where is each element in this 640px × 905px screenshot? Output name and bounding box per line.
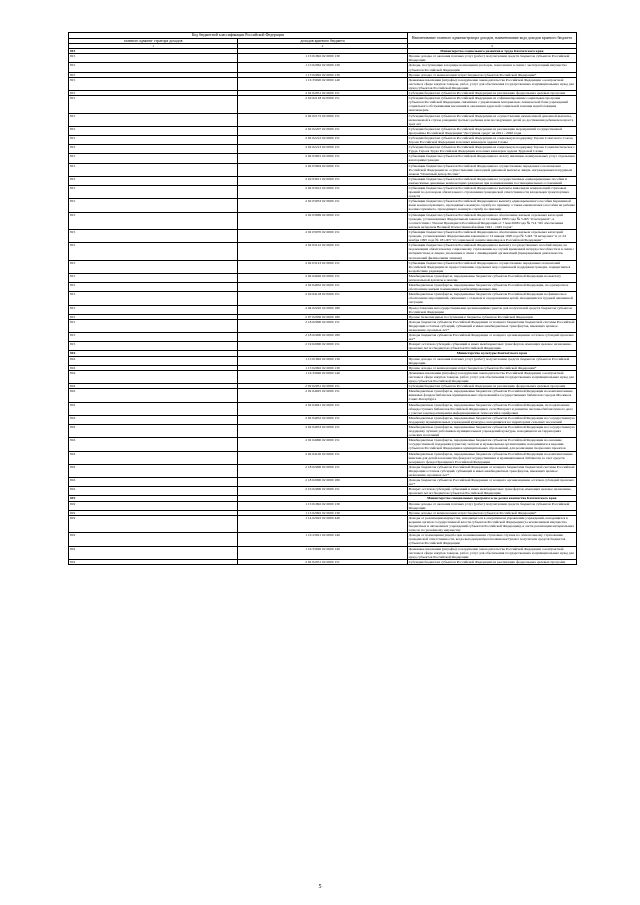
revenue-code-cell: 2 02 04090 02 0000 151 bbox=[238, 438, 407, 451]
revenue-code-cell: 2 02 03004 02 0000 151 bbox=[238, 163, 407, 176]
revenue-code-cell: 2 02 03011 02 0000 151 bbox=[238, 176, 407, 185]
name-cell: Доходы от возмещения ущерба при возникновении страховых случаев по обязательному страхованию гражданской ответственности, когда выгодоприобретателями выступают получатели средств бюджетов субъектов Российской Федерации bbox=[407, 533, 576, 546]
name-cell: Министерство социального развития и труда Камчатского края bbox=[407, 49, 576, 54]
name-cell: Прочие доходы от компенсации затрат бюджетов субъектов Российской Федерации* bbox=[407, 365, 576, 370]
table-row bbox=[69, 487, 577, 496]
table-row bbox=[69, 154, 577, 163]
table-row bbox=[69, 356, 577, 365]
revenue-code-cell: 2 02 04025 02 0000 151 bbox=[238, 389, 407, 402]
table-row bbox=[69, 63, 577, 72]
admin-code-cell: 815 bbox=[69, 135, 238, 144]
admin-code-cell: 819 bbox=[69, 515, 238, 532]
revenue-code-cell: 2 02 02172 02 0000 151 bbox=[238, 113, 407, 126]
name-cell: Денежные взыскания (штрафы) за нарушение законодательства Российской Федерации о контрактной системе в сфере закупок товаров, работ, услуг для обеспечения государственных и муниципальных нужд для нужд субъектов Российской Федерации bbox=[407, 370, 576, 383]
revenue-code-cell: 1 16 33020 02 0000 140 bbox=[238, 77, 407, 90]
name-cell: Субвенции бюджетам субъектов Российской Федерации на осуществление переданного полномочия Российской Федерации по осуществлению ежегодной денежной выплаты лицам, награжденным нагрудным знаком "Почетный донор России" bbox=[407, 163, 576, 176]
name-cell: Прочие доходы от оказания платных услуг (работ) получателями средств бюджетов субъектов Российской Федерации bbox=[407, 501, 576, 510]
revenue-code-cell: 2 04 02010 02 0000 180 bbox=[238, 305, 407, 314]
table-row bbox=[69, 402, 577, 415]
header-name: Наименование главного администратора доходов, наименование кода доходов краевого бюджета bbox=[407, 33, 576, 44]
admin-code-cell: 815 bbox=[69, 163, 238, 176]
table-row bbox=[69, 243, 577, 260]
revenue-code-cell: 2 02 04032 02 0000 151 bbox=[238, 283, 407, 292]
name-cell: Министерство специальных программ и по делам казачества Камчатского края bbox=[407, 496, 576, 501]
table-row bbox=[69, 126, 577, 135]
header-revenue-code: доходов краевого бюджета bbox=[238, 38, 407, 44]
name-cell: Денежные взыскания (штрафы) за нарушение законодательства Российской Федерации о контрактной системе в сфере закупок товаров, работ, услуг для обеспечения государственных и муниципальных нужд для нужд субъектов Российской Федерации bbox=[407, 77, 576, 90]
admin-code-cell: 815 bbox=[69, 305, 238, 314]
table-row bbox=[69, 273, 577, 282]
table-row bbox=[69, 415, 577, 424]
admin-code-cell: 816 bbox=[69, 478, 238, 487]
name-cell: Субвенции бюджетам субъектов Российской Федерации на осуществление переданных полномочий Российской Федерации по предоставлению отдельных мер социальной поддержки граждан, подвергшихся воздействию радиации bbox=[407, 260, 576, 273]
table-row bbox=[69, 370, 577, 383]
revenue-code-cell: 2 18 02000 02 0000 151 bbox=[238, 319, 407, 332]
revenue-code-cell: 2 02 02207 02 0000 151 bbox=[238, 126, 407, 135]
name-cell: Субвенции бюджетам субъектов Российской Федерации на выплату единовременного пособия беременной жене военнослужащего, проходящего военную службу по призыву, а также ежемесячного пособия на ребенка военнослужащего, проходящего военную службу по призыву bbox=[408, 199, 575, 212]
table-row bbox=[69, 559, 577, 564]
revenue-code-cell: 2 02 02212 02 0000 151 bbox=[238, 135, 407, 144]
document-page bbox=[68, 32, 577, 565]
admin-code-cell: 816 bbox=[69, 415, 238, 424]
name-cell: Возврат остатков субсидий, субвенций и иных межбюджетных трансфертов, имеющих целевое назначение, прошлых лет из бюджетов субъектов Российской Федерации bbox=[407, 342, 576, 351]
admin-code-cell: 816 bbox=[69, 384, 238, 389]
revenue-codes-table bbox=[68, 32, 577, 565]
admin-code-cell: 815 bbox=[69, 113, 238, 126]
revenue-code-cell: 2 02 04026 02 0000 151 bbox=[238, 273, 407, 282]
admin-code-cell: 815 bbox=[69, 260, 238, 273]
admin-code-cell: 815 bbox=[69, 63, 238, 72]
name-cell: Прочие доходы от компенсации затрат бюджетов субъектов Российской Федерации* bbox=[407, 510, 576, 515]
name-cell: Субсидии бюджетам субъектов Российской Федерации на софинансирование социальных программ субъектов Российской Федерации, связанных с укреплением материально-технической базы учреждений социального обслуживания населения и оказанием адресной социальной помощи неработающим пенсионерам bbox=[407, 96, 576, 113]
admin-code-cell: 815 bbox=[69, 342, 238, 351]
table-row bbox=[69, 319, 577, 332]
column-number: 2 bbox=[238, 44, 407, 49]
table-row bbox=[69, 546, 577, 559]
name-cell: Доходы бюджетов субъектов Российской Федерации от возврата организациями остатков субсидий прошлых лет* bbox=[407, 333, 576, 342]
table-row bbox=[69, 501, 577, 510]
admin-code-cell: 819 bbox=[69, 533, 238, 546]
revenue-code-cell: 1 13 02992 02 0000 130 bbox=[238, 365, 407, 370]
table-row bbox=[69, 113, 577, 126]
revenue-code-cell: 2 18 02000 02 0000 180 bbox=[238, 333, 407, 342]
admin-code-cell: 819 bbox=[69, 559, 238, 564]
name-cell: Доходы бюджетов субъектов Российской Федерации от возврата бюджетами бюджетной системы Российской Федерации остатков субсидий, субвенций и иных межбюджетных трансфертов, имеющих целевое назначение, прошлых лет* bbox=[407, 464, 576, 477]
admin-code-cell: 815 bbox=[69, 273, 238, 282]
admin-code-cell: 816 bbox=[69, 356, 238, 365]
admin-code-cell: 815 bbox=[69, 333, 238, 342]
admin-code-cell: 815 bbox=[69, 126, 238, 135]
revenue-code-cell: 2 02 03069 02 0000 151 bbox=[238, 212, 407, 229]
column-number: 3 bbox=[407, 44, 576, 49]
name-cell: Доходы бюджетов субъектов Российской Федерации от возврата организациями остатков субсидий прошлых лет* bbox=[407, 478, 576, 487]
name-cell: Субсидии бюджетам субъектов Российской Федерации на осуществление ежемесячной денежной выплаты, назначаемой в случае рождения третьего ребенка или последующих детей до достижения ребенком возраста трех лет bbox=[407, 113, 576, 126]
name-cell: Субсидии бюджетам субъектов Российской Федерации на реализацию мероприятий государственной программы Российской Федерации "Доступная среда" на 2011 - 2020 годы bbox=[407, 126, 576, 135]
admin-code-cell: 815 bbox=[69, 199, 238, 212]
name-cell: Межбюджетные трансферты, передаваемые бюджетам субъектов Российской Федерации, на подключение общедоступных библиотек Российской Федерации к сети Интернет и развитие системы библиотечного дела с учетом задачи расширения информационных технологий и оцифровки bbox=[407, 402, 576, 415]
name-cell: Субвенции бюджетам субъектов Российской Федерации на оплату жилищно-коммунальных услуг отдельным категориям граждан bbox=[408, 154, 575, 163]
table-row bbox=[69, 333, 577, 342]
revenue-code-cell: 2 02 02051 02 0000 151 bbox=[238, 384, 407, 389]
admin-code-cell: 819 bbox=[69, 501, 238, 510]
name-cell: Межбюджетные трансферты, передаваемые бюджетам субъектов Российской Федерации на оказание государственной поддержки (грантов) театрам и музыкальным организациям, находящимся в ведении субъектов Российской Федерации и муниципальных образований, для реализации творческих проектов bbox=[407, 438, 576, 451]
admin-code-cell: 815 bbox=[69, 91, 238, 96]
revenue-code-cell: 1 13 02062 02 0000 130 bbox=[238, 63, 407, 72]
revenue-code-cell: 2 02 04052 02 0000 151 bbox=[238, 415, 407, 424]
name-cell: Прочие безвозмездные поступления в бюджеты субъектов Российской Федерации bbox=[407, 314, 576, 319]
admin-code-cell: 815 bbox=[69, 54, 238, 63]
revenue-code-cell: 2 02 04120 02 0000 151 bbox=[238, 451, 407, 464]
admin-code-cell: 815 bbox=[69, 186, 238, 199]
table-row bbox=[69, 163, 577, 176]
name-cell: Субвенции бюджетам субъектов Российской Федерации на выплату государственных пособий лицам, не подлежащим обязательному социальному страхованию на случай временной нетрудоспособности и в связи с материнством, и лицам, уволенным в связи с ликвидацией организаций (прекращением деятельности, полномочий физическими лицами) bbox=[407, 243, 576, 260]
revenue-code-cell: 1 16 33020 02 0000 140 bbox=[238, 546, 407, 559]
revenue-code-cell: 2 18 02000 02 0000 151 bbox=[238, 464, 407, 477]
table-row bbox=[69, 77, 577, 90]
revenue-code-cell: 2 02 04118 02 0000 151 bbox=[238, 292, 407, 305]
name-cell: Субвенции бюджетам субъектов Российской Федерации на обеспечение жильем отдельных категорий граждан, установленных Федеральными законами от 12 января 1995 года № 5-ФЗ "О ветеранах" и от 24 ноября 1995 года № 181-ФЗ "О социальной защите инвалидов в Российской Федерации" bbox=[407, 229, 576, 242]
name-cell: Предоставление негосударственными организациями грантов для получателей средств бюджетов субъектов Российской Федерации bbox=[407, 305, 576, 314]
revenue-code-cell: 2 02 02118 02 0000 151 bbox=[238, 96, 407, 113]
name-cell: Межбюджетные трансферты, передаваемые бюджетам субъектов Российской Федерации, на однократное обеспечение жилым помещением реабилитированных лиц bbox=[407, 283, 576, 292]
name-cell: Денежные взыскания (штрафы) за нарушение законодательства Российской Федерации о контрактной системе в сфере закупок товаров, работ, услуг для обеспечения государственных и муниципальных нужд для нужд субъектов Российской Федерации bbox=[407, 546, 576, 559]
revenue-code-cell: 2 18 02000 02 0000 180 bbox=[238, 478, 407, 487]
table-row bbox=[69, 533, 577, 546]
table-row bbox=[69, 145, 577, 154]
admin-code-cell: 815 bbox=[69, 212, 238, 229]
name-cell: Возврат остатков субсидий, субвенций и иных межбюджетных трансфертов, имеющих целевое назначение, прошлых лет из бюджетов субъектов Российской Федерации bbox=[407, 487, 576, 496]
name-cell: Субсидии бюджетам субъектов Российской Федерации на реализацию федеральных целевых программ bbox=[407, 384, 576, 389]
table-row bbox=[69, 478, 577, 487]
admin-code-cell: 816 bbox=[69, 451, 238, 464]
name-cell: Прочие доходы от компенсации затрат бюджетов субъектов Российской Федерации* bbox=[407, 72, 576, 77]
table-row bbox=[69, 342, 577, 351]
admin-code-cell: 819 bbox=[69, 510, 238, 515]
name-cell: Министерство культуры Камчатского края bbox=[407, 351, 576, 356]
table-row bbox=[69, 212, 577, 229]
revenue-code-cell: 1 13 02992 02 0000 130 bbox=[238, 72, 407, 77]
header-code-group: Код бюджетной классификации Российской Федерации bbox=[69, 33, 408, 39]
table-row bbox=[69, 186, 577, 199]
admin-code-cell: 816 bbox=[69, 365, 238, 370]
table-row bbox=[69, 515, 577, 532]
admin-code-cell: 816 bbox=[69, 464, 238, 477]
table-row bbox=[69, 451, 577, 464]
revenue-code-cell: 2 02 02213 02 0000 151 bbox=[238, 145, 407, 154]
revenue-code-cell: 2 02 03053 02 0000 151 bbox=[238, 199, 407, 212]
admin-code-cell: 815 bbox=[69, 77, 238, 90]
name-cell: Межбюджетные трансферты, передаваемые бюджетам субъектов Российской Федерации на выплату региональной доплаты к пенсии bbox=[407, 273, 576, 282]
table-row bbox=[69, 199, 577, 212]
table-row bbox=[69, 283, 577, 292]
name-cell: Субсидии бюджетам субъектов Российской Федерации на социальную поддержку Героев Социалистического Труда, Героев Труда Российской Федерации и полных кавалеров ордена Трудовой Славы bbox=[407, 145, 576, 154]
admin-code-cell: 816 bbox=[69, 424, 238, 437]
admin-code-cell: 815 bbox=[69, 96, 238, 113]
revenue-code-cell: 1 13 01992 02 0000 130 bbox=[238, 356, 407, 365]
admin-code-cell: 816 bbox=[69, 487, 238, 496]
table-row bbox=[69, 292, 577, 305]
admin-code-cell: 815 bbox=[69, 314, 238, 319]
table-row bbox=[69, 464, 577, 477]
name-cell: Межбюджетные трансферты, передаваемые бюджетам субъектов Российской Федерации на государственную поддержку лучших работников муниципальных учреждений культуры, находящихся на территориях сельских поселений bbox=[408, 424, 575, 438]
admin-code-cell: 819 bbox=[69, 496, 238, 501]
revenue-code-cell: 1 13 01992 02 0000 130 bbox=[238, 501, 407, 510]
revenue-code-cell: 2 19 02000 02 0000 151 bbox=[238, 342, 407, 351]
revenue-code-cell: 2 02 03001 02 0000 151 bbox=[238, 154, 407, 163]
table-row bbox=[69, 305, 577, 314]
admin-code-cell: 815 bbox=[69, 72, 238, 77]
admin-code-cell: 815 bbox=[69, 176, 238, 185]
table-row bbox=[69, 54, 577, 63]
admin-code-cell: 815 bbox=[69, 49, 238, 54]
column-number: 1 bbox=[69, 44, 238, 49]
table-row bbox=[69, 260, 577, 273]
revenue-code-cell: 1 13 02992 02 0000 130 bbox=[238, 510, 407, 515]
revenue-code-cell: 2 07 02030 02 0000 180 bbox=[238, 314, 407, 319]
name-cell: Субвенции бюджетам субъектов Российской Федерации на государственные единовременные пособия и ежемесячные денежные компенсации гражданам при возникновении поствакцинальных осложнений bbox=[407, 176, 576, 185]
admin-code-cell: 815 bbox=[69, 292, 238, 305]
admin-code-cell: 815 bbox=[69, 145, 238, 154]
revenue-code-cell: 2 02 02051 02 0000 151 bbox=[238, 91, 407, 96]
table-row bbox=[69, 229, 577, 242]
header-admin-code: главного админи- стратора доходов bbox=[69, 38, 238, 44]
table-row bbox=[69, 389, 577, 402]
name-cell: Доходы от реализации имущества, находящегося в оперативном управлении учреждений, находящихся в ведении органов государственной власти субъектов Российской Федерации (за исключением имущества бюджетных и автономных учреждений субъектов Российской Федерации), в части реализации материальных запасов по указанному имуществу bbox=[407, 515, 576, 532]
name-cell: Субсидии бюджетам субъектов Российской Федерации на реализацию федеральных целевых программ bbox=[407, 91, 576, 96]
revenue-code-cell: 2 02 04041 02 0000 151 bbox=[238, 402, 407, 415]
revenue-code-cell: 2 19 02000 02 0000 151 bbox=[238, 487, 407, 496]
table-row bbox=[69, 176, 577, 185]
name-cell: Межбюджетные трансферты, передаваемые бюджетам субъектов Российской Федерации на государственную поддержку муниципальных учреждений культуры, находящихся на территориях сельских поселений bbox=[408, 415, 575, 424]
table-row bbox=[69, 96, 577, 113]
revenue-code-cell: 1 16 33020 02 0000 140 bbox=[238, 370, 407, 383]
admin-code-cell: 816 bbox=[69, 438, 238, 451]
admin-code-cell: 815 bbox=[69, 283, 238, 292]
name-cell: Прочие доходы от оказания платных услуг (работ) получателями средств бюджетов субъектов Российской Федерации bbox=[407, 54, 576, 63]
name-cell: Субвенции бюджетам субъектов Российской Федерации на обеспечение жильем отдельных категорий граждан, установленных Федеральным законом от 12 января 1995 года № 5-ФЗ "О ветеранах", в соответствии с Указом Президента Российской Федерации от 7 мая 2008 года № 714 "Об обеспечении жильем ветеранов Великой Отечественной войны 1941 - 1945 годов" bbox=[407, 212, 576, 229]
name-cell: Доходы бюджетов субъектов Российской Федерации от возврата бюджетами бюджетной системы Российской Федерации остатков субсидий, субвенций и иных межбюджетных трансфертов, имеющих целевое назначение, прошлых лет* bbox=[407, 319, 576, 332]
admin-code-cell: 816 bbox=[69, 389, 238, 402]
table-row bbox=[69, 135, 577, 144]
name-cell: Субсидии бюджетам субъектов Российской Федерации на реализацию федеральных целевых программ bbox=[407, 559, 576, 564]
revenue-code-cell: 1 16 23021 02 0000 140 bbox=[238, 533, 407, 546]
admin-code-cell: 815 bbox=[69, 243, 238, 260]
name-cell: Межбюджетные трансферты, передаваемые бюджетам субъектов Российской Федерации на комплектование книжных фондов библиотек муниципальных образований и государственных библиотек городов Москвы и Санкт-Петербурга bbox=[407, 389, 576, 402]
table-row bbox=[69, 438, 577, 451]
revenue-code-cell: 1 13 01992 02 0000 130 bbox=[238, 54, 407, 63]
revenue-code-cell: 2 02 03070 02 0000 151 bbox=[238, 229, 407, 242]
name-cell: Межбюджетные трансферты, передаваемые бюджетам субъектов Российской Федерации на комплектование книгами для детей и юношества фондов государственных и муниципальных библиотек за счет средств резервного фонда Президента Российской Федерации bbox=[407, 451, 576, 464]
page-number: 5 bbox=[318, 884, 322, 890]
revenue-code-cell: 2 02 03122 02 0000 151 bbox=[238, 243, 407, 260]
admin-code-cell: 815 bbox=[69, 229, 238, 242]
table-row bbox=[69, 424, 577, 437]
admin-code-cell: 816 bbox=[69, 351, 238, 356]
name-cell: Субвенции бюджетам субъектов Российской Федерации на выплаты инвалидам компенсаций страховых премий по договорам обязательного страхования гражданской ответственности владельцев транспортных средств bbox=[407, 186, 576, 199]
revenue-code-cell: 2 02 03012 02 0000 151 bbox=[238, 186, 407, 199]
name-cell: Субсидии бюджетам субъектов Российской Федерации на социальную поддержку Героев Советского Союза, Героев Российской Федерации и полных кавалеров ордена Славы bbox=[407, 135, 576, 144]
revenue-code-cell: 2 02 03123 02 0000 151 bbox=[238, 260, 407, 273]
name-cell: Прочие доходы от оказания платных услуг (работ) получателями средств бюджетов субъектов Российской Федерации bbox=[407, 356, 576, 365]
admin-code-cell: 815 bbox=[69, 319, 238, 332]
admin-code-cell: 815 bbox=[69, 154, 238, 163]
revenue-code-cell: 2 02 04053 02 0000 151 bbox=[238, 424, 407, 437]
name-cell: Доходы, поступающие в порядке возмещения расходов, понесенных в связи с эксплуатацией имущества субъектов Российской Федерации bbox=[407, 63, 576, 72]
admin-code-cell: 816 bbox=[69, 370, 238, 383]
name-cell: Межбюджетные трансферты, передаваемые бюджетам субъектов Российской Федерации на финансовое обеспечение мероприятий, связанных с отдыхом и оздоровлением детей, находящихся в трудной жизненной ситуации bbox=[407, 292, 576, 305]
revenue-code-cell: 2 02 02051 02 0000 151 bbox=[238, 559, 407, 564]
admin-code-cell: 819 bbox=[69, 546, 238, 559]
revenue-code-cell: 1 14 02022 02 0000 440 bbox=[238, 515, 407, 532]
admin-code-cell: 816 bbox=[69, 402, 238, 415]
